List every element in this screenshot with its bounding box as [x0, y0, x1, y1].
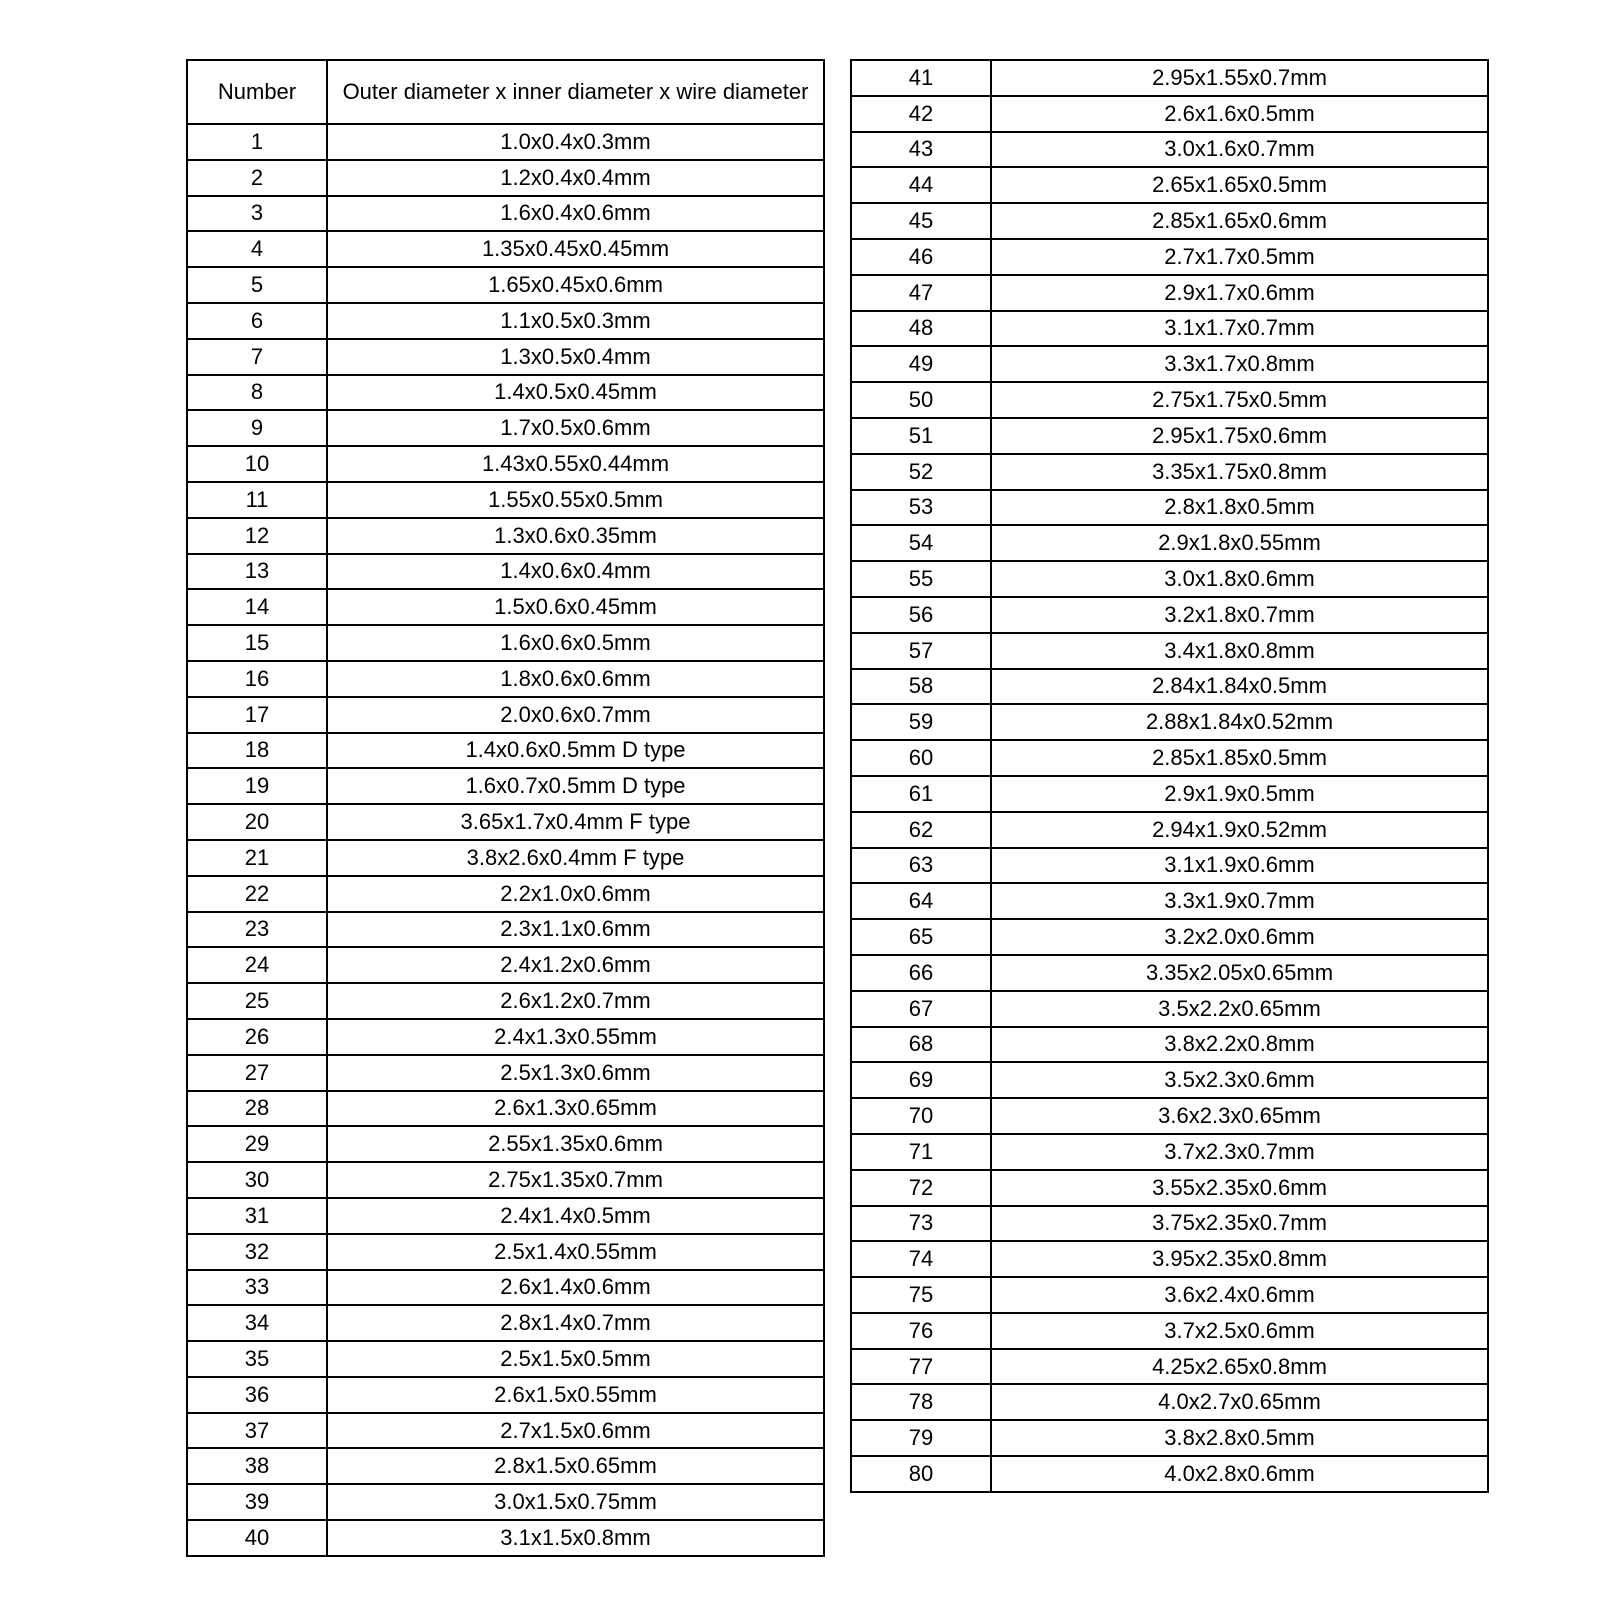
row-dimensions: 3.1x1.9x0.6mm — [991, 848, 1488, 884]
row-dimensions: 2.6x1.2x0.7mm — [327, 983, 824, 1019]
row-number: 21 — [187, 840, 327, 876]
table-row — [851, 1098, 1488, 1134]
table-row — [187, 589, 824, 625]
row-dimensions: 1.55x0.55x0.5mm — [327, 482, 824, 518]
table-row — [851, 1027, 1488, 1063]
table-row — [187, 1126, 824, 1162]
table-row — [851, 1206, 1488, 1242]
table-row — [851, 1384, 1488, 1420]
table-row — [851, 955, 1488, 991]
row-number: 28 — [187, 1091, 327, 1127]
table-row — [851, 203, 1488, 239]
row-dimensions: 2.95x1.75x0.6mm — [991, 418, 1488, 454]
table-row — [851, 382, 1488, 418]
row-dimensions: 2.2x1.0x0.6mm — [327, 876, 824, 912]
table-row — [851, 1241, 1488, 1277]
table-row — [187, 160, 824, 196]
row-dimensions: 3.3x1.7x0.8mm — [991, 346, 1488, 382]
row-number: 46 — [851, 239, 991, 275]
table-row — [851, 132, 1488, 168]
row-dimensions: 2.95x1.55x0.7mm — [991, 60, 1488, 96]
number-column-header: Number — [187, 60, 327, 124]
table-row — [851, 1170, 1488, 1206]
table-row — [187, 196, 824, 232]
row-number: 24 — [187, 947, 327, 983]
table-row — [851, 1420, 1488, 1456]
row-dimensions: 2.65x1.65x0.5mm — [991, 167, 1488, 203]
row-dimensions: 2.7x1.5x0.6mm — [327, 1413, 824, 1449]
table-row — [187, 446, 824, 482]
row-dimensions: 1.2x0.4x0.4mm — [327, 160, 824, 196]
table-row — [187, 733, 824, 769]
table-row — [851, 776, 1488, 812]
row-number: 66 — [851, 955, 991, 991]
row-dimensions: 2.5x1.5x0.5mm — [327, 1341, 824, 1377]
row-number: 4 — [187, 231, 327, 267]
table-row — [187, 124, 824, 160]
table-row — [851, 740, 1488, 776]
row-dimensions: 3.35x2.05x0.65mm — [991, 955, 1488, 991]
row-number: 56 — [851, 597, 991, 633]
table-row — [187, 1448, 824, 1484]
row-number: 1 — [187, 124, 327, 160]
table-row — [187, 518, 824, 554]
row-number: 55 — [851, 561, 991, 597]
row-dimensions: 3.55x2.35x0.6mm — [991, 1170, 1488, 1206]
row-number: 8 — [187, 375, 327, 411]
row-dimensions: 3.1x1.5x0.8mm — [327, 1520, 824, 1556]
row-number: 57 — [851, 633, 991, 669]
table-row — [851, 490, 1488, 526]
row-number: 42 — [851, 96, 991, 132]
row-dimensions: 2.6x1.4x0.6mm — [327, 1270, 824, 1306]
row-number: 67 — [851, 991, 991, 1027]
table-row — [187, 1341, 824, 1377]
row-dimensions: 2.88x1.84x0.52mm — [991, 704, 1488, 740]
row-number: 44 — [851, 167, 991, 203]
table-row — [851, 883, 1488, 919]
row-number: 52 — [851, 454, 991, 490]
row-dimensions: 2.5x1.3x0.6mm — [327, 1055, 824, 1091]
row-number: 17 — [187, 697, 327, 733]
row-dimensions: 4.0x2.7x0.65mm — [991, 1384, 1488, 1420]
row-number: 13 — [187, 554, 327, 590]
row-number: 64 — [851, 883, 991, 919]
row-number: 60 — [851, 740, 991, 776]
row-number: 37 — [187, 1413, 327, 1449]
row-dimensions: 3.4x1.8x0.8mm — [991, 633, 1488, 669]
row-number: 70 — [851, 1098, 991, 1134]
row-number: 68 — [851, 1027, 991, 1063]
row-number: 18 — [187, 733, 327, 769]
row-number: 15 — [187, 625, 327, 661]
row-dimensions: 1.3x0.5x0.4mm — [327, 339, 824, 375]
table-row — [187, 1377, 824, 1413]
row-dimensions: 2.6x1.3x0.65mm — [327, 1091, 824, 1127]
row-number: 5 — [187, 267, 327, 303]
table-row — [187, 1019, 824, 1055]
row-number: 25 — [187, 983, 327, 1019]
table-row — [851, 919, 1488, 955]
table-row — [851, 1313, 1488, 1349]
row-dimensions: 2.9x1.7x0.6mm — [991, 275, 1488, 311]
row-number: 73 — [851, 1206, 991, 1242]
row-number: 2 — [187, 160, 327, 196]
table-row — [187, 912, 824, 948]
row-number: 40 — [187, 1520, 327, 1556]
table-row — [851, 167, 1488, 203]
row-dimensions: 2.8x1.8x0.5mm — [991, 490, 1488, 526]
table-row — [187, 1198, 824, 1234]
table-row — [187, 339, 824, 375]
table-row — [851, 525, 1488, 561]
row-number: 74 — [851, 1241, 991, 1277]
row-dimensions: 1.5x0.6x0.45mm — [327, 589, 824, 625]
row-number: 26 — [187, 1019, 327, 1055]
row-number: 53 — [851, 490, 991, 526]
row-dimensions: 2.8x1.5x0.65mm — [327, 1448, 824, 1484]
table-row — [187, 625, 824, 661]
row-number: 61 — [851, 776, 991, 812]
table-row — [851, 275, 1488, 311]
table-row — [187, 876, 824, 912]
row-dimensions: 2.4x1.3x0.55mm — [327, 1019, 824, 1055]
row-dimensions: 1.6x0.4x0.6mm — [327, 196, 824, 232]
row-dimensions: 1.6x0.7x0.5mm D type — [327, 768, 824, 804]
row-number: 38 — [187, 1448, 327, 1484]
row-number: 45 — [851, 203, 991, 239]
table-row — [187, 1305, 824, 1341]
row-dimensions: 2.85x1.65x0.6mm — [991, 203, 1488, 239]
row-number: 75 — [851, 1277, 991, 1313]
row-dimensions: 1.7x0.5x0.6mm — [327, 410, 824, 446]
row-dimensions: 2.5x1.4x0.55mm — [327, 1234, 824, 1270]
row-dimensions: 2.4x1.2x0.6mm — [327, 947, 824, 983]
table-body-right — [851, 60, 1488, 1492]
row-number: 35 — [187, 1341, 327, 1377]
row-dimensions: 2.84x1.84x0.5mm — [991, 669, 1488, 705]
table-row — [187, 1484, 824, 1520]
size-table-right — [850, 59, 1489, 1493]
table-row — [851, 1134, 1488, 1170]
row-number: 65 — [851, 919, 991, 955]
row-dimensions: 1.8x0.6x0.6mm — [327, 661, 824, 697]
row-dimensions: 3.0x1.6x0.7mm — [991, 132, 1488, 168]
row-dimensions: 3.65x1.7x0.4mm F type — [327, 804, 824, 840]
row-dimensions: 1.1x0.5x0.3mm — [327, 303, 824, 339]
row-number: 48 — [851, 311, 991, 347]
row-number: 58 — [851, 669, 991, 705]
row-number: 51 — [851, 418, 991, 454]
row-dimensions: 3.5x2.3x0.6mm — [991, 1062, 1488, 1098]
row-number: 14 — [187, 589, 327, 625]
row-dimensions: 2.55x1.35x0.6mm — [327, 1126, 824, 1162]
table-row — [187, 267, 824, 303]
row-dimensions: 3.0x1.8x0.6mm — [991, 561, 1488, 597]
row-number: 72 — [851, 1170, 991, 1206]
row-dimensions: 1.3x0.6x0.35mm — [327, 518, 824, 554]
row-number: 20 — [187, 804, 327, 840]
table-row — [851, 1062, 1488, 1098]
row-dimensions: 2.85x1.85x0.5mm — [991, 740, 1488, 776]
table-row — [187, 1270, 824, 1306]
row-dimensions: 2.75x1.75x0.5mm — [991, 382, 1488, 418]
table-header-row — [187, 60, 824, 124]
row-number: 27 — [187, 1055, 327, 1091]
row-dimensions: 3.0x1.5x0.75mm — [327, 1484, 824, 1520]
row-dimensions: 2.3x1.1x0.6mm — [327, 912, 824, 948]
row-number: 50 — [851, 382, 991, 418]
table-row — [187, 661, 824, 697]
row-number: 6 — [187, 303, 327, 339]
row-dimensions: 2.6x1.5x0.55mm — [327, 1377, 824, 1413]
row-dimensions: 2.75x1.35x0.7mm — [327, 1162, 824, 1198]
row-dimensions: 1.6x0.6x0.5mm — [327, 625, 824, 661]
row-dimensions: 3.95x2.35x0.8mm — [991, 1241, 1488, 1277]
table-row — [851, 633, 1488, 669]
row-dimensions: 3.7x2.3x0.7mm — [991, 1134, 1488, 1170]
table-row — [187, 1091, 824, 1127]
table-row — [851, 597, 1488, 633]
table-row — [187, 840, 824, 876]
row-dimensions: 1.4x0.6x0.5mm D type — [327, 733, 824, 769]
row-number: 47 — [851, 275, 991, 311]
row-dimensions: 3.35x1.75x0.8mm — [991, 454, 1488, 490]
table-row — [187, 1055, 824, 1091]
table-row — [187, 804, 824, 840]
row-dimensions: 2.0x0.6x0.7mm — [327, 697, 824, 733]
row-dimensions: 3.75x2.35x0.7mm — [991, 1206, 1488, 1242]
table-row — [187, 554, 824, 590]
row-dimensions: 2.6x1.6x0.5mm — [991, 96, 1488, 132]
row-dimensions: 3.8x2.8x0.5mm — [991, 1420, 1488, 1456]
table-row — [851, 346, 1488, 382]
table-row — [187, 375, 824, 411]
row-dimensions: 3.8x2.6x0.4mm F type — [327, 840, 824, 876]
table-body-left — [187, 124, 824, 1556]
row-dimensions: 1.4x0.6x0.4mm — [327, 554, 824, 590]
row-number: 9 — [187, 410, 327, 446]
row-number: 11 — [187, 482, 327, 518]
row-dimensions: 3.1x1.7x0.7mm — [991, 311, 1488, 347]
row-dimensions: 3.2x1.8x0.7mm — [991, 597, 1488, 633]
row-number: 31 — [187, 1198, 327, 1234]
row-dimensions: 2.9x1.8x0.55mm — [991, 525, 1488, 561]
row-number: 34 — [187, 1305, 327, 1341]
table-row — [851, 418, 1488, 454]
table-row — [187, 410, 824, 446]
row-number: 69 — [851, 1062, 991, 1098]
table-row — [851, 1349, 1488, 1385]
table-row — [187, 947, 824, 983]
table-row — [187, 231, 824, 267]
row-dimensions: 2.94x1.9x0.52mm — [991, 812, 1488, 848]
table-row — [851, 848, 1488, 884]
row-dimensions: 2.9x1.9x0.5mm — [991, 776, 1488, 812]
row-dimensions: 2.8x1.4x0.7mm — [327, 1305, 824, 1341]
table-row — [851, 991, 1488, 1027]
row-dimensions: 2.4x1.4x0.5mm — [327, 1198, 824, 1234]
table-row — [187, 1234, 824, 1270]
table-row — [851, 1456, 1488, 1492]
table-row — [187, 482, 824, 518]
table-row — [851, 311, 1488, 347]
table-row — [187, 983, 824, 1019]
row-number: 29 — [187, 1126, 327, 1162]
table-row — [187, 1162, 824, 1198]
row-number: 78 — [851, 1384, 991, 1420]
row-number: 54 — [851, 525, 991, 561]
row-dimensions: 1.4x0.5x0.45mm — [327, 375, 824, 411]
row-number: 59 — [851, 704, 991, 740]
table-row — [187, 1520, 824, 1556]
table-row — [851, 60, 1488, 96]
row-dimensions: 3.6x2.3x0.65mm — [991, 1098, 1488, 1134]
table-row — [851, 239, 1488, 275]
table-row — [851, 1277, 1488, 1313]
row-dimensions: 3.3x1.9x0.7mm — [991, 883, 1488, 919]
row-dimensions: 1.65x0.45x0.6mm — [327, 267, 824, 303]
size-table-left — [186, 59, 825, 1557]
row-number: 32 — [187, 1234, 327, 1270]
row-dimensions: 2.7x1.7x0.5mm — [991, 239, 1488, 275]
row-number: 10 — [187, 446, 327, 482]
row-number: 41 — [851, 60, 991, 96]
row-number: 76 — [851, 1313, 991, 1349]
row-dimensions: 1.35x0.45x0.45mm — [327, 231, 824, 267]
table-row — [851, 669, 1488, 705]
table-row — [851, 704, 1488, 740]
row-dimensions: 3.5x2.2x0.65mm — [991, 991, 1488, 1027]
row-dimensions: 3.6x2.4x0.6mm — [991, 1277, 1488, 1313]
row-number: 80 — [851, 1456, 991, 1492]
row-number: 71 — [851, 1134, 991, 1170]
row-number: 30 — [187, 1162, 327, 1198]
row-dimensions: 4.0x2.8x0.6mm — [991, 1456, 1488, 1492]
row-number: 7 — [187, 339, 327, 375]
row-number: 39 — [187, 1484, 327, 1520]
row-number: 3 — [187, 196, 327, 232]
row-number: 62 — [851, 812, 991, 848]
row-dimensions: 4.25x2.65x0.8mm — [991, 1349, 1488, 1385]
row-number: 12 — [187, 518, 327, 554]
dimension-column-header: Outer diameter x inner diameter x wire diameter — [327, 60, 824, 124]
row-number: 16 — [187, 661, 327, 697]
row-dimensions: 3.8x2.2x0.8mm — [991, 1027, 1488, 1063]
row-number: 22 — [187, 876, 327, 912]
row-dimensions: 1.43x0.55x0.44mm — [327, 446, 824, 482]
table-row — [187, 768, 824, 804]
table-row — [187, 303, 824, 339]
table-row — [851, 561, 1488, 597]
row-dimensions: 3.7x2.5x0.6mm — [991, 1313, 1488, 1349]
row-number: 63 — [851, 848, 991, 884]
table-row — [851, 454, 1488, 490]
row-number: 36 — [187, 1377, 327, 1413]
row-number: 33 — [187, 1270, 327, 1306]
table-row — [851, 96, 1488, 132]
row-number: 79 — [851, 1420, 991, 1456]
row-number: 23 — [187, 912, 327, 948]
row-number: 49 — [851, 346, 991, 382]
table-row — [187, 1413, 824, 1449]
row-number: 19 — [187, 768, 327, 804]
row-dimensions: 3.2x2.0x0.6mm — [991, 919, 1488, 955]
table-row — [187, 697, 824, 733]
row-number: 43 — [851, 132, 991, 168]
row-number: 77 — [851, 1349, 991, 1385]
table-row — [851, 812, 1488, 848]
row-dimensions: 1.0x0.4x0.3mm — [327, 124, 824, 160]
